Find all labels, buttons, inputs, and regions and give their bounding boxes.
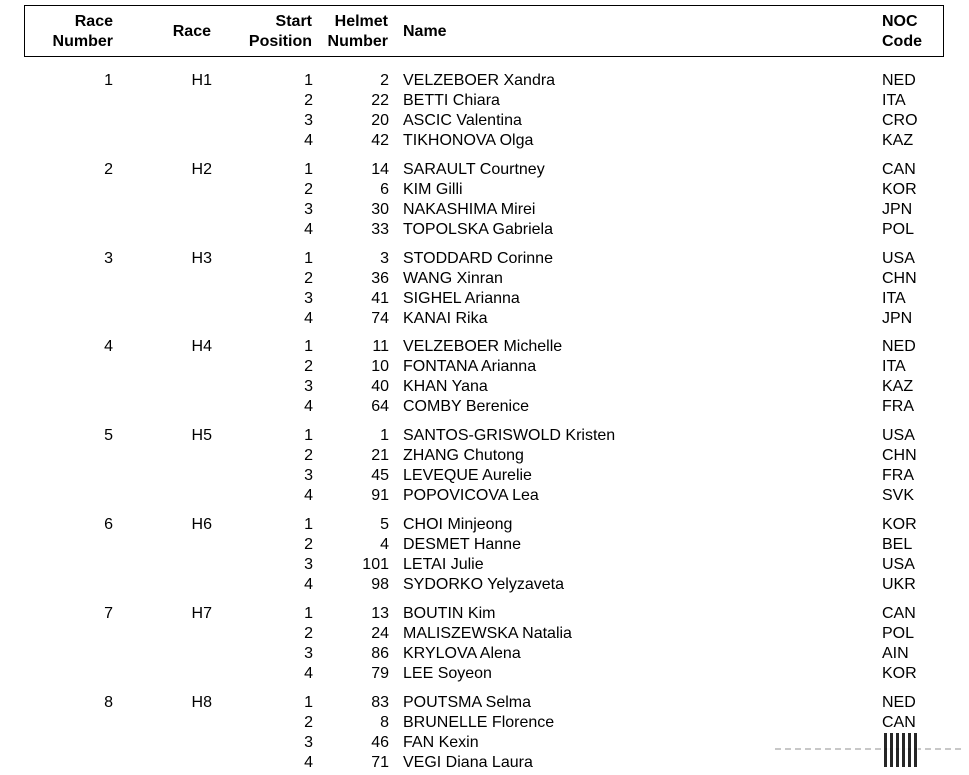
start-position: 4: [304, 665, 313, 682]
helmet-number: 22: [371, 92, 389, 109]
helmet-number: 86: [371, 645, 389, 662]
helmet-number: 21: [371, 447, 389, 464]
noc-code: POL: [882, 221, 915, 238]
noc-code: NED: [882, 338, 916, 355]
helmet-number: 79: [371, 665, 389, 682]
header-start-position: Start Position: [248, 13, 312, 50]
athlete-name: SANTOS-GRISWOLD Kristen: [403, 427, 616, 444]
noc-code: USA: [882, 427, 915, 444]
helmet-number: 71: [371, 754, 389, 771]
noc-code: USA: [882, 556, 915, 573]
start-position: 4: [304, 576, 313, 593]
athlete-name: FONTANA Arianna: [403, 358, 537, 375]
race-number: 5: [104, 427, 113, 444]
start-position: 4: [304, 310, 313, 327]
header-noc-code: NOC Code: [882, 13, 922, 50]
header-race-number: Race Number: [52, 13, 113, 50]
athlete-name: MALISZEWSKA Natalia: [403, 625, 572, 642]
helmet-number: 83: [371, 694, 389, 711]
athlete-name: ZHANG Chutong: [403, 447, 524, 464]
athlete-name: LETAI Julie: [403, 556, 484, 573]
helmet-number: 11: [372, 338, 389, 355]
noc-code: CAN: [882, 605, 916, 622]
race-code: H3: [191, 250, 212, 267]
helmet-number: 24: [371, 625, 389, 642]
start-position: 3: [304, 556, 313, 573]
noc-code: NED: [882, 72, 916, 89]
athlete-name: KRYLOVA Alena: [403, 645, 521, 662]
start-position: 3: [304, 378, 313, 395]
helmet-number: 98: [371, 576, 389, 593]
athlete-name: WANG Xinran: [403, 270, 503, 287]
helmet-number: 91: [371, 487, 389, 504]
noc-code: ITA: [882, 290, 906, 307]
helmet-number: 30: [371, 201, 389, 218]
start-position: 3: [304, 734, 313, 751]
athlete-name: DESMET Hanne: [403, 536, 521, 553]
start-position: 4: [304, 398, 313, 415]
race-number: 7: [104, 605, 113, 622]
athlete-name: FAN Kexin: [403, 734, 479, 751]
noc-code: KOR: [882, 665, 917, 682]
race-code: H2: [191, 161, 212, 178]
start-position: 1: [304, 250, 313, 267]
start-position: 4: [304, 221, 313, 238]
race-code: H5: [191, 427, 212, 444]
start-position: 1: [304, 427, 313, 444]
start-position: 3: [304, 467, 313, 484]
athlete-name: LEVEQUE Aurelie: [403, 467, 532, 484]
race-number: 4: [104, 338, 113, 355]
helmet-number: 74: [371, 310, 389, 327]
start-position: 1: [304, 161, 313, 178]
start-position: 3: [304, 201, 313, 218]
athlete-name: VELZEBOER Xandra: [403, 72, 556, 89]
start-position: 2: [304, 714, 313, 731]
athlete-name: LEE Soyeon: [403, 665, 492, 682]
race-number: 8: [104, 694, 113, 711]
athlete-name: BRUNELLE Florence: [403, 714, 555, 731]
helmet-number: 33: [371, 221, 389, 238]
header-helmet-number: Helmet Number: [327, 13, 388, 50]
helmet-number: 6: [380, 181, 389, 198]
header-race: Race: [172, 23, 211, 40]
noc-code: FRA: [882, 467, 914, 484]
noc-code: UKR: [882, 576, 916, 593]
start-position: 2: [304, 270, 313, 287]
noc-code: KOR: [882, 181, 917, 198]
helmet-number: 40: [371, 378, 389, 395]
noc-code: ITA: [882, 92, 906, 109]
noc-code: KAZ: [882, 378, 914, 395]
athlete-name: SARAULT Courtney: [403, 161, 545, 178]
race-number: 3: [104, 250, 113, 267]
start-position: 2: [304, 625, 313, 642]
start-position: 4: [304, 132, 313, 149]
noc-code: NED: [882, 694, 916, 711]
helmet-number: 20: [371, 112, 389, 129]
table-header: [24, 5, 944, 57]
noc-code: CAN: [882, 161, 916, 178]
noc-code: USA: [882, 250, 915, 267]
start-position: 2: [304, 358, 313, 375]
noc-code: KOR: [882, 516, 917, 533]
helmet-number: 46: [371, 734, 389, 751]
athlete-name: BOUTIN Kim: [403, 605, 496, 622]
athlete-name: BETTI Chiara: [403, 92, 500, 109]
athlete-name: TIKHONOVA Olga: [403, 132, 534, 149]
start-position: 3: [304, 290, 313, 307]
start-position: 2: [304, 447, 313, 464]
athlete-name: TOPOLSKA Gabriela: [403, 221, 553, 238]
noc-code: SVK: [882, 487, 915, 504]
start-position: 3: [304, 645, 313, 662]
helmet-number: 13: [371, 605, 389, 622]
helmet-number: 45: [371, 467, 389, 484]
watermark-logo: [884, 733, 918, 767]
start-position: 2: [304, 92, 313, 109]
race-code: H7: [191, 605, 212, 622]
watermark-line: [775, 748, 965, 750]
start-position: 1: [304, 72, 313, 89]
noc-code: ITA: [882, 358, 906, 375]
race-number: 2: [104, 161, 113, 178]
noc-code: CHN: [882, 270, 917, 287]
athlete-name: VEGI Diana Laura: [403, 754, 533, 771]
athlete-name: VELZEBOER Michelle: [403, 338, 563, 355]
athlete-name: KIM Gilli: [403, 181, 463, 198]
helmet-number: 36: [371, 270, 389, 287]
athlete-name: STODDARD Corinne: [403, 250, 553, 267]
race-number: 1: [104, 72, 113, 89]
athlete-name: COMBY Berenice: [403, 398, 529, 415]
noc-code: AIN: [882, 645, 909, 662]
noc-code: BEL: [882, 536, 913, 553]
noc-code: CRO: [882, 112, 918, 129]
helmet-number: 64: [371, 398, 389, 415]
start-position: 2: [304, 536, 313, 553]
helmet-number: 5: [380, 516, 389, 533]
helmet-number: 101: [362, 556, 389, 573]
race-code: H6: [191, 516, 212, 533]
noc-code: FRA: [882, 398, 914, 415]
athlete-name: NAKASHIMA Mirei: [403, 201, 536, 218]
noc-code: POL: [882, 625, 915, 642]
helmet-number: 8: [380, 714, 389, 731]
race-code: H4: [191, 338, 212, 355]
helmet-number: 3: [380, 250, 389, 267]
header-name: Name: [403, 23, 447, 40]
helmet-number: 4: [380, 536, 389, 553]
start-position: 4: [304, 754, 313, 771]
noc-code: CAN: [882, 714, 916, 731]
helmet-number: 14: [371, 161, 389, 178]
noc-code: KAZ: [882, 132, 914, 149]
noc-code: JPN: [882, 310, 913, 327]
noc-code: CHN: [882, 447, 917, 464]
helmet-number: 42: [371, 132, 389, 149]
helmet-number: 1: [380, 427, 389, 444]
start-position: 2: [304, 181, 313, 198]
race-code: H8: [191, 694, 212, 711]
race-code: H1: [191, 72, 212, 89]
helmet-number: 41: [371, 290, 389, 307]
athlete-name: CHOI Minjeong: [403, 516, 513, 533]
start-position: 3: [304, 112, 313, 129]
start-position: 1: [304, 694, 313, 711]
start-position: 1: [304, 516, 313, 533]
athlete-name: SIGHEL Arianna: [403, 290, 520, 307]
start-position: 1: [304, 338, 313, 355]
athlete-name: KHAN Yana: [403, 378, 488, 395]
athlete-name: POUTSMA Selma: [403, 694, 532, 711]
start-position: 4: [304, 487, 313, 504]
athlete-name: SYDORKO Yelyzaveta: [403, 576, 564, 593]
noc-code: JPN: [882, 201, 913, 218]
athlete-name: ASCIC Valentina: [403, 112, 522, 129]
start-position: 1: [304, 605, 313, 622]
athlete-name: KANAI Rika: [403, 310, 488, 327]
helmet-number: 2: [380, 72, 389, 89]
race-number: 6: [104, 516, 113, 533]
athlete-name: POPOVICOVA Lea: [403, 487, 539, 504]
helmet-number: 10: [371, 358, 389, 375]
